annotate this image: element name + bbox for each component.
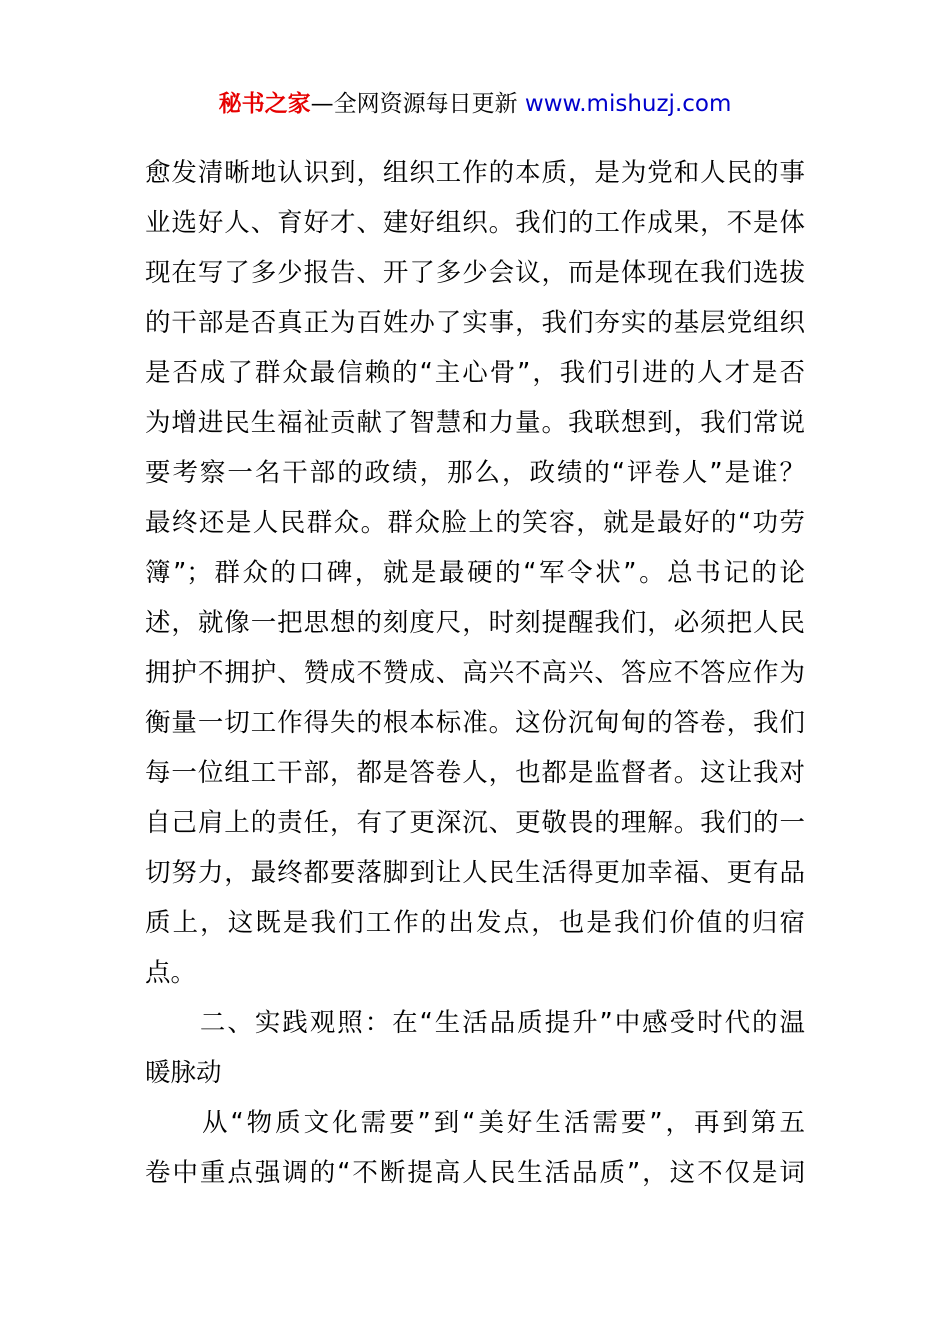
- text-line: 最终还是人民群众。群众脸上的笑容，就是最好的“功劳: [145, 508, 805, 538]
- text-line: 衡量一切工作得失的根本标准。这份沉甸甸的答卷，我们: [145, 708, 805, 738]
- text-line: 的干部是否真正为百姓办了实事，我们夯实的基层党组织: [145, 308, 805, 338]
- section-heading-line: 二、实践观照：在“生活品质提升”中感受时代的温: [145, 1008, 805, 1038]
- body-text: [145, 148, 805, 1198]
- text-line: 切努力，最终都要落脚到让人民生活得更加幸福、更有品: [145, 858, 805, 888]
- text-line: 要考察一名干部的政绩，那么，政绩的“评卷人”是谁？: [145, 458, 805, 488]
- header-brand: 秘书之家: [218, 91, 311, 117]
- text-line: 愈发清晰地认识到，组织工作的本质，是为党和人民的事: [145, 158, 805, 188]
- page-header: [0, 87, 950, 121]
- text-line: 从“物质文化需要”到“美好生活需要”，再到第五: [145, 1108, 805, 1138]
- text-line: 述，就像一把思想的刻度尺，时刻提醒我们，必须把人民: [145, 608, 805, 638]
- text-line: 质上，这既是我们工作的出发点，也是我们价值的归宿: [145, 908, 805, 938]
- text-line: 簿”；群众的口碑，就是最硬的“军令状”。总书记的论: [145, 558, 805, 588]
- text-line: 卷中重点强调的“不断提高人民生活品质”，这不仅是词: [145, 1158, 805, 1188]
- text-line: 业选好人、育好才、建好组织。我们的工作成果，不是体: [145, 208, 805, 238]
- section-heading-line: 暖脉动: [145, 1058, 222, 1088]
- text-line: 现在写了多少报告、开了多少会议，而是体现在我们选拔: [145, 258, 805, 288]
- text-line: 拥护不拥护、赞成不赞成、高兴不高兴、答应不答应作为: [145, 658, 805, 688]
- text-line: 每一位组工干部，都是答卷人，也都是监督者。这让我对: [145, 758, 805, 788]
- text-line: 是否成了群众最信赖的“主心骨”，我们引进的人才是否: [145, 358, 805, 388]
- header-url-link[interactable]: www.mishuzj.com: [524, 91, 732, 117]
- text-line: 自己肩上的责任，有了更深沉、更敬畏的理解。我们的一: [145, 808, 805, 838]
- text-line: 点。: [145, 958, 197, 988]
- header-tagline: —全网资源每日更新: [310, 91, 525, 117]
- text-line: 为增进民生福祉贡献了智慧和力量。我联想到，我们常说: [145, 408, 805, 438]
